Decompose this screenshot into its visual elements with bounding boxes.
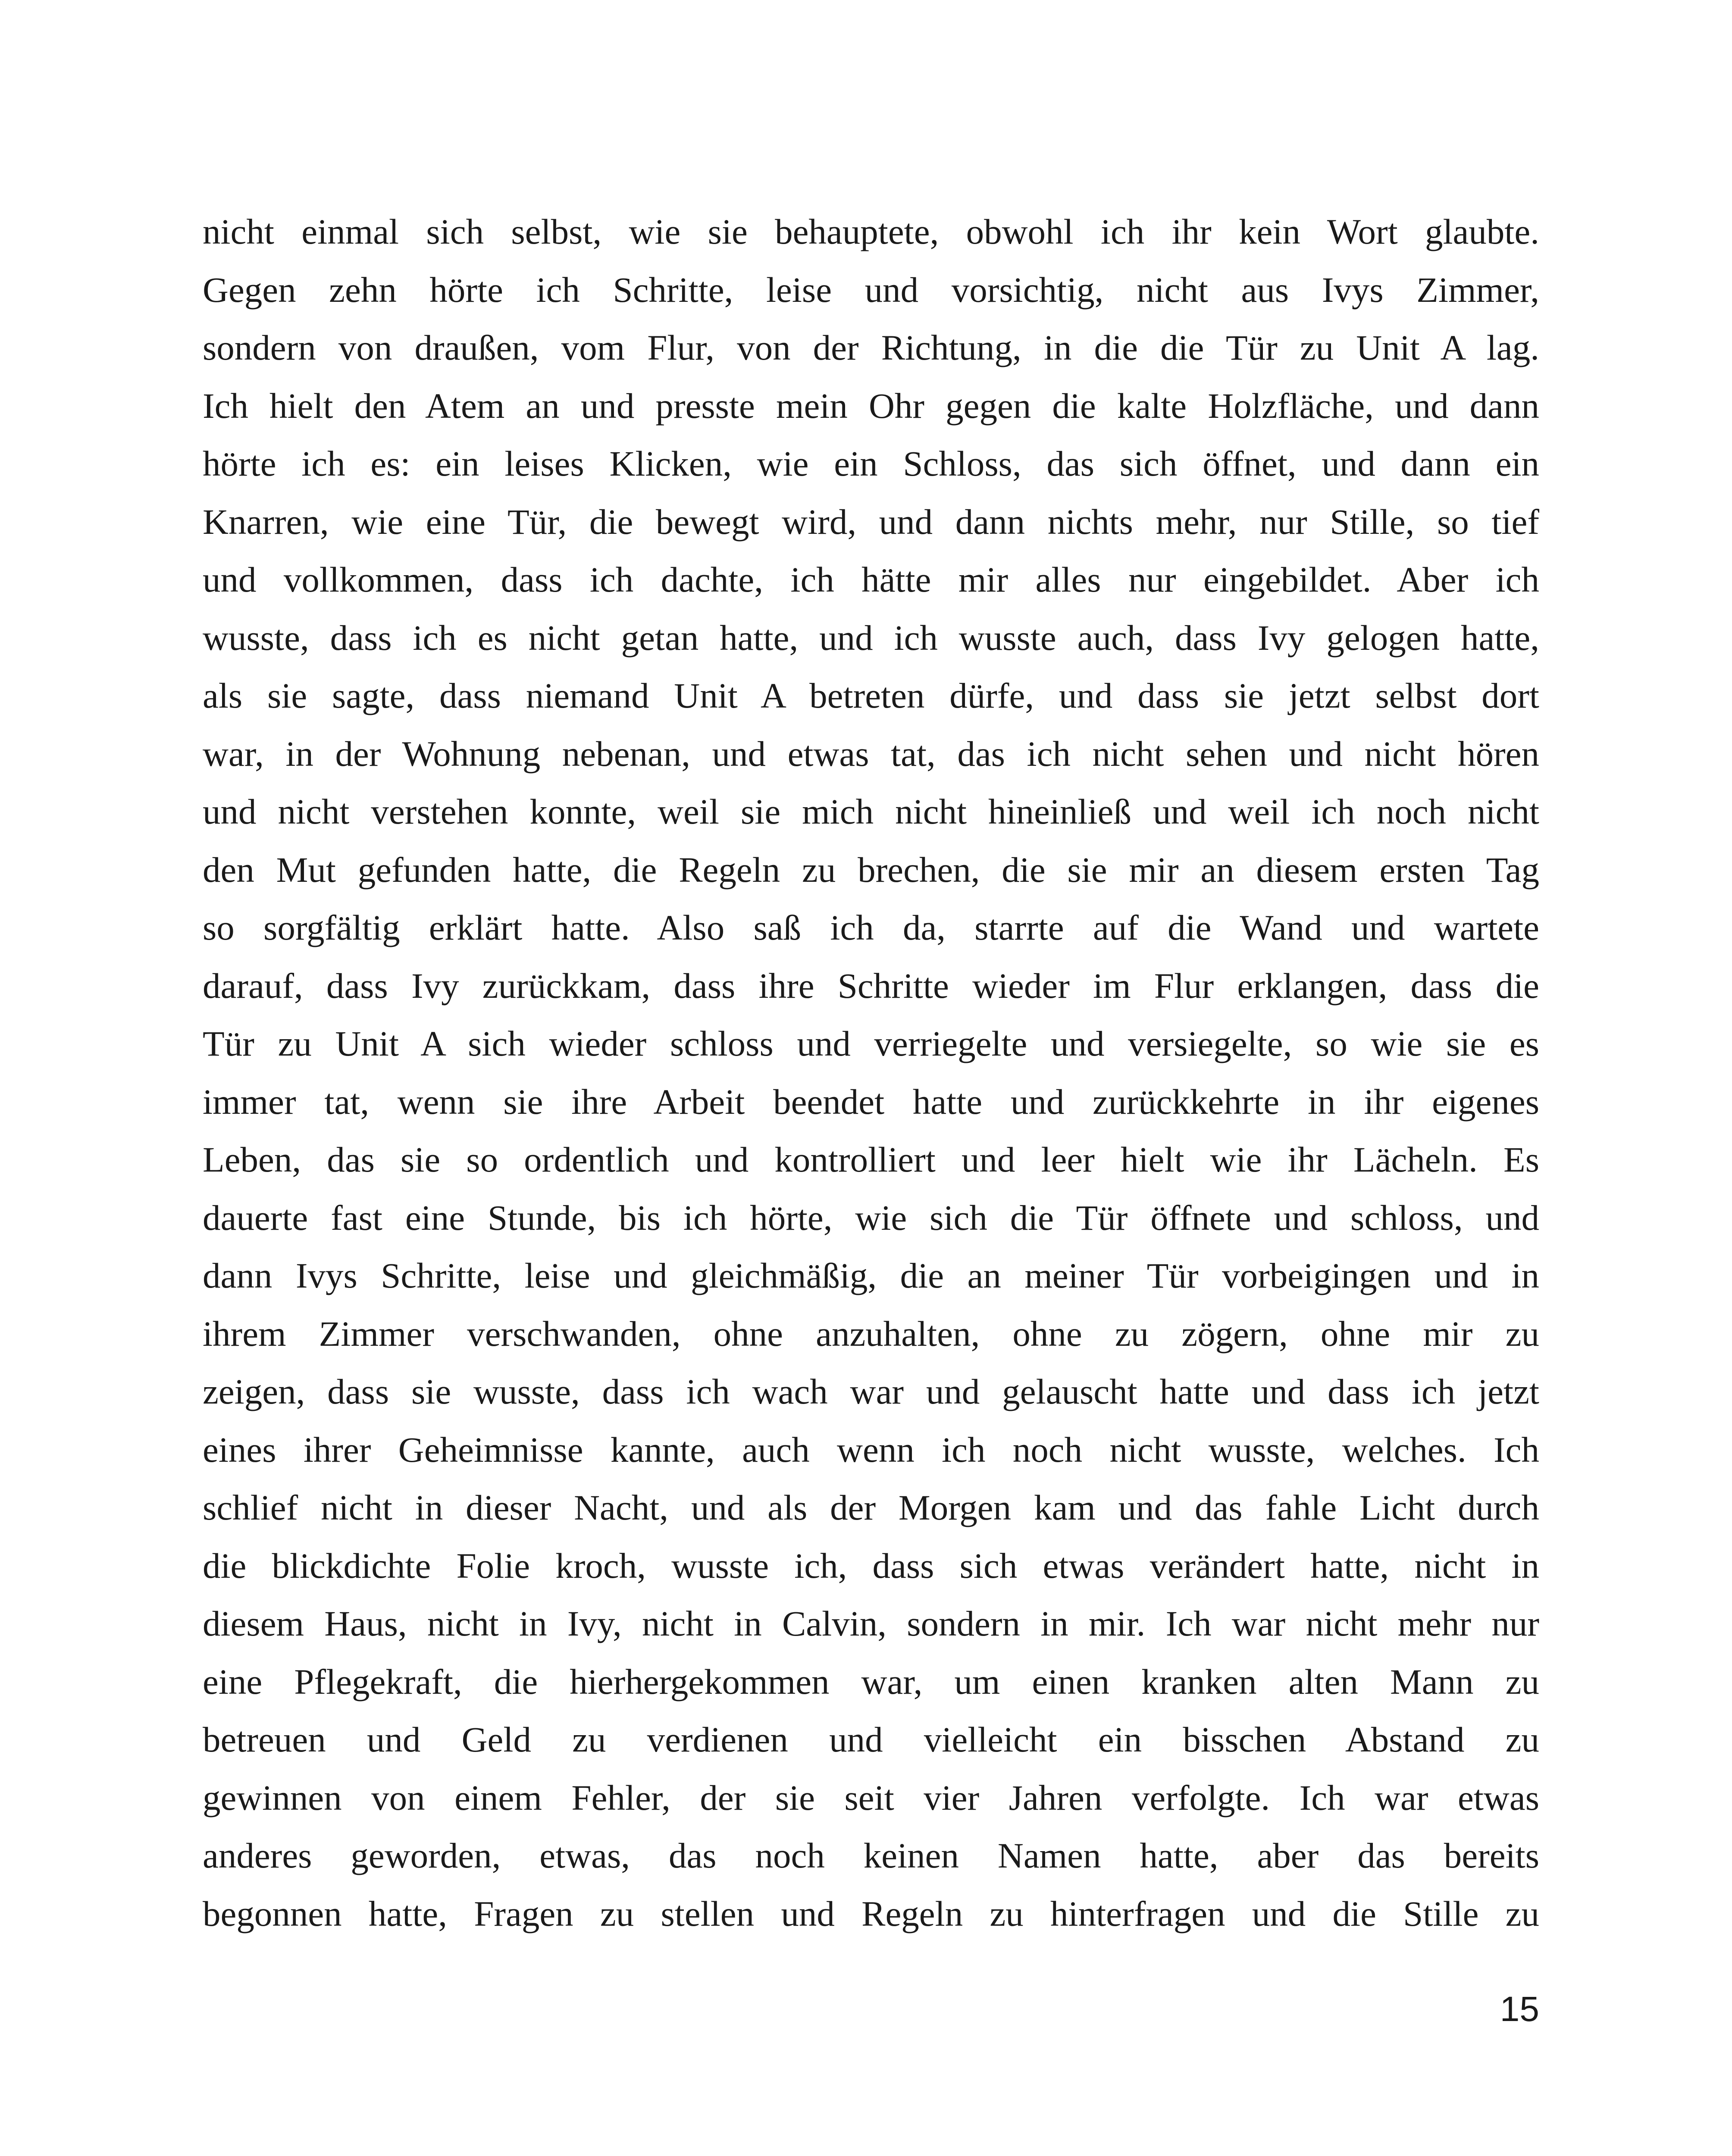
text-line: wusste, dass ich es nicht getan hatte, und ich wusste auch, dass Ivy gelogen hatte,	[203, 617, 1539, 658]
text-line: Gegen zehn hörte ich Schritte, leise und vorsichtig, nicht aus Ivys Zimmer,	[203, 270, 1539, 310]
text-line: diesem Haus, nicht in Ivy, nicht in Calvin, sondern in mir. Ich war nicht mehr nur	[203, 1604, 1539, 1643]
text-line: eine Pflegekraft, die hierhergekommen war, um einen kranken alten Mann zu	[203, 1661, 1539, 1702]
text-line: dann Ivys Schritte, leise und gleichmäßig, die an meiner Tür vorbeigingen und in	[203, 1256, 1539, 1295]
text-line: dauerte fast eine Stunde, bis ich hörte, wie sich die Tür öffnete und schloss, und	[203, 1197, 1539, 1238]
text-line: die blickdichte Folie kroch, wusste ich, dass sich etwas verändert hatte, nicht in	[203, 1545, 1539, 1586]
text-line: war, in der Wohnung nebenan, und etwas tat, das ich nicht sehen und nicht hören	[203, 733, 1539, 774]
text-line: eines ihrer Geheimnisse kannte, auch wenn ich noch nicht wusste, welches. Ich	[203, 1429, 1539, 1470]
text-line: ihrem Zimmer verschwanden, ohne anzuhalten, ohne zu zögern, ohne mir zu	[203, 1313, 1539, 1354]
text-line: hörte ich es: ein leises Klicken, wie ein Schloss, das sich öffnet, und dann ein	[203, 444, 1539, 483]
text-line: und vollkommen, dass ich dachte, ich hätte mir alles nur eingebildet. Aber ich	[203, 560, 1539, 599]
text-line: sondern von draußen, vom Flur, von der Richtung, in die die Tür zu Unit A lag.	[203, 328, 1539, 367]
text-line: immer tat, wenn sie ihre Arbeit beendet hatte und zurückkehrte in ihr eigenes	[203, 1081, 1539, 1122]
page-number: 15	[1500, 1990, 1539, 2029]
text-line: nicht einmal sich selbst, wie sie behauptete, obwohl ich ihr kein Wort glaubte.	[203, 212, 1539, 251]
text-line: Knarren, wie eine Tür, die bewegt wird, und dann nichts mehr, nur Stille, so tief	[203, 501, 1539, 542]
text-line: Tür zu Unit A sich wieder schloss und verriegelte und versiegelte, so wie sie es	[203, 1024, 1539, 1063]
text-line: zeigen, dass sie wusste, dass ich wach war und gelauscht hatte und dass ich jetzt	[203, 1372, 1539, 1411]
text-line: Leben, das sie so ordentlich und kontrolliert und leer hielt wie ihr Lächeln. Es	[203, 1140, 1539, 1179]
text-line: als sie sagte, dass niemand Unit A betreten dürfe, und dass sie jetzt selbst dort	[203, 676, 1539, 715]
text-line: so sorgfältig erklärt hatte. Also saß ich da, starrte auf die Wand und wartete	[203, 908, 1539, 947]
body-text	[203, 203, 1539, 1943]
text-line: betreuen und Geld zu verdienen und vielleicht ein bisschen Abstand zu	[203, 1720, 1539, 1759]
text-line: und nicht verstehen konnte, weil sie mich nicht hineinließ und weil ich noch nicht	[203, 792, 1539, 831]
text-line: schlief nicht in dieser Nacht, und als der Morgen kam und das fahle Licht durch	[203, 1488, 1539, 1527]
text-line: gewinnen von einem Fehler, der sie seit vier Jahren verfolgte. Ich war etwas	[203, 1777, 1539, 1818]
text-line: anderes geworden, etwas, das noch keinen Namen hatte, aber das bereits	[203, 1836, 1539, 1875]
text-line: begonnen hatte, Fragen zu stellen und Regeln zu hinterfragen und die Stille zu	[203, 1893, 1539, 1934]
text-line: darauf, dass Ivy zurückkam, dass ihre Schritte wieder im Flur erklangen, dass die	[203, 965, 1539, 1006]
text-line: Ich hielt den Atem an und presste mein Ohr gegen die kalte Holzfläche, und dann	[203, 385, 1539, 426]
text-line: den Mut gefunden hatte, die Regeln zu brechen, die sie mir an diesem ersten Tag	[203, 849, 1539, 890]
